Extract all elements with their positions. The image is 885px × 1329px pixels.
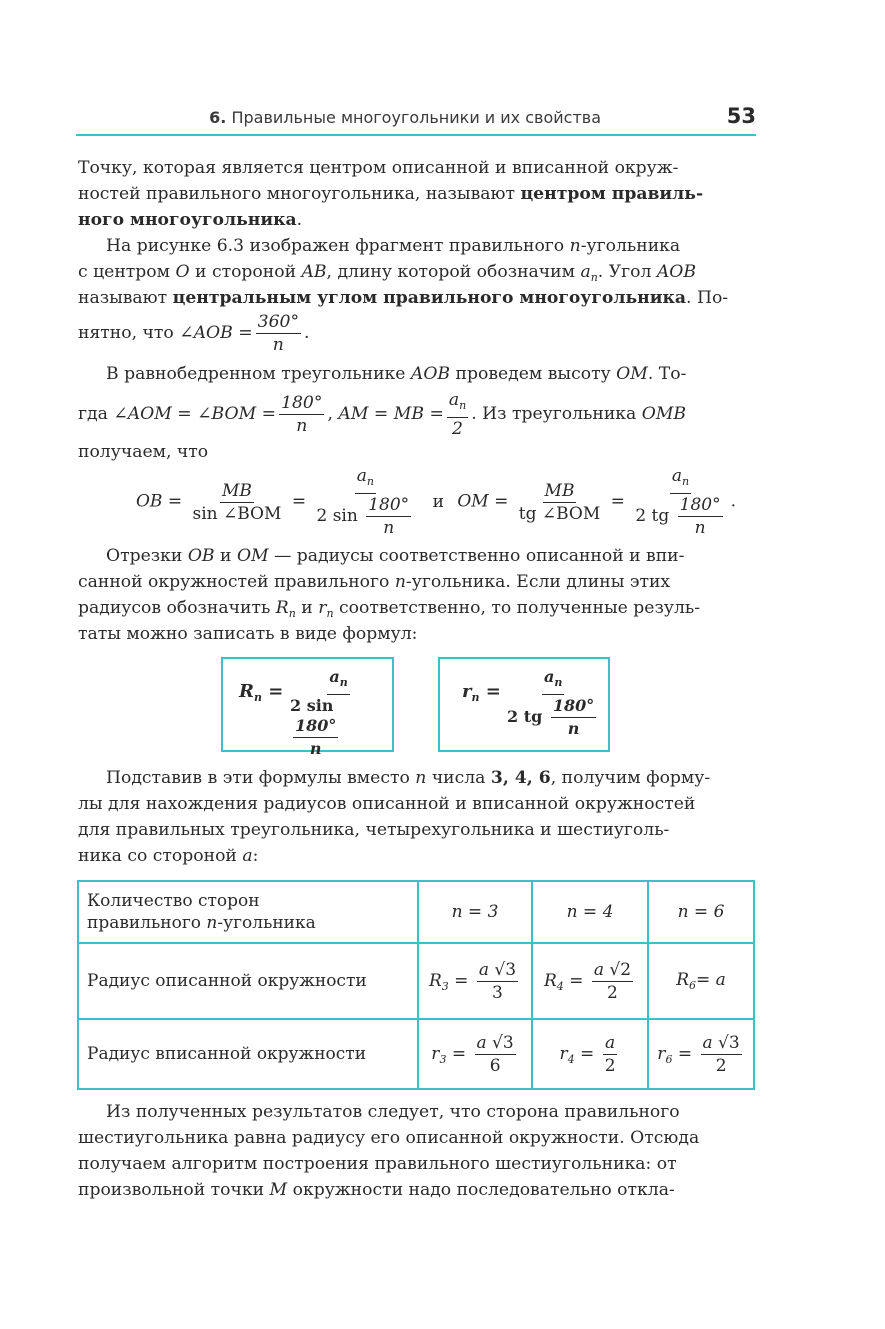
radius-table bbox=[77, 880, 755, 1090]
para5-line3: для правильных треугольника, четырехугольника и шестиуголь- bbox=[78, 820, 670, 840]
para3-line2: гда ∠AOM = ∠BOM = $\frac{180^\circ}{n}$ , AM = MB = $\frac{a_n}{2}$ . Из треугольника OMB bbox=[78, 390, 687, 439]
fraction-360-n: $\frac{360^\circ}{n}$ bbox=[257, 312, 300, 355]
fraction-an-2sin: $a_n$ 2 sin $\frac{180^\circ}{n}$ bbox=[316, 466, 410, 538]
running-header bbox=[76, 104, 756, 132]
table-header-n6: n = 6 bbox=[648, 881, 754, 943]
fraction-180-n: $\frac{180^\circ}{n}$ bbox=[281, 393, 323, 436]
para2-line4: нятно, что ∠AOB = $\frac{360^\circ}{n}$ . bbox=[78, 312, 310, 355]
fraction-an-2: $\frac{a_n}{2}$ bbox=[448, 390, 467, 439]
fraction-an-2tg: $a_n$ 2 tg $\frac{180^\circ}{n}$ bbox=[635, 466, 721, 538]
cell-R3: $R_3$ = $\frac{a √3}{3}$ bbox=[418, 943, 532, 1019]
cell-r4: $r_4$ = $\frac{a}{2}$ bbox=[532, 1019, 648, 1089]
table-row1-label: Радиус описанной окружности bbox=[78, 943, 418, 1019]
table-row bbox=[78, 943, 754, 1019]
table-header-label: Количество сторон правильного n-угольника bbox=[78, 881, 418, 943]
fraction-mb-tg: $\frac{MB}{\text{tg ∠BOM}}$ bbox=[518, 480, 601, 524]
para5-line4: ника со стороной a: bbox=[78, 846, 259, 866]
para1-line2: ностей правильного многоугольника, называют центром правиль- bbox=[78, 184, 704, 204]
para6-line4: произвольной точки M окружности надо последовательно откла- bbox=[78, 1180, 675, 1200]
para4-line4: таты можно записать в виде формул: bbox=[78, 624, 418, 644]
table-row bbox=[78, 881, 754, 943]
para1-line1: Точку, которая является центром описанной и вписанной окруж- bbox=[78, 158, 679, 178]
para2-line1: На рисунке 6.3 изображен фрагмент правильного n-угольника bbox=[106, 236, 681, 256]
page-number: 53 bbox=[726, 104, 756, 128]
para4-line1: Отрезки OB и OM — радиусы соответственно описанной и впи- bbox=[106, 546, 685, 566]
para5-line2: лы для нахождения радиусов описанной и вписанной окружностей bbox=[78, 794, 696, 814]
para3-line1: В равнобедренном треугольнике AOB проведем высоту OM. То- bbox=[106, 364, 687, 384]
para4-line2: санной окружностей правильного n-угольника. Если длины этих bbox=[78, 572, 671, 592]
para6-line2: шестиугольника равна радиусу его описанной окружности. Отсюда bbox=[78, 1128, 700, 1148]
para6-line1: Из полученных результатов следует, что сторона правильного bbox=[106, 1102, 680, 1122]
chapter-title: 6. Правильные многоугольники и их свойства bbox=[209, 108, 601, 127]
formula-box-r: $r_n$ = $a_n$ 2 tg $\frac{180^\circ}{n}$ bbox=[438, 657, 610, 752]
para3-line3: получаем, что bbox=[78, 442, 209, 462]
cell-r3: $r_3$ = $\frac{a √3}{6}$ bbox=[418, 1019, 532, 1089]
table-header-n3: n = 3 bbox=[418, 881, 532, 943]
cell-R4: $R_4$ = $\frac{a √2}{2}$ bbox=[532, 943, 648, 1019]
cell-R6: $R_6= a$ bbox=[648, 943, 754, 1019]
formula-ob-om: OB = $\frac{MB}{\text{sin ∠BOM}}$ = $a_n$ 2 sin $\frac{180^\circ}{n}$ и OM = $\frac{MB}{\text{tg ∠BOM}}$ = $a_n$ 2 tg $\frac{180^\circ}{n}$ . bbox=[136, 466, 737, 538]
para2-line2: с центром O и стороной AB, длину которой обозначим $a_n$. Угол AOB bbox=[78, 262, 697, 284]
para1-line3: ного многоугольника. bbox=[78, 210, 303, 230]
table-row2-label: Радиус вписанной окружности bbox=[78, 1019, 418, 1089]
fraction-mb-sin: $\frac{MB}{\text{sin ∠BOM}}$ bbox=[192, 480, 282, 524]
formula-box-R: $R_n$ = $a_n$ 2 sin $\frac{180^\circ}{n}$ bbox=[221, 657, 394, 752]
table-header-n4: n = 4 bbox=[532, 881, 648, 943]
para6-line3: получаем алгоритм построения правильного шестиугольника: от bbox=[78, 1154, 677, 1174]
para2-line3: называют центральным углом правильного многоугольника. По- bbox=[78, 288, 729, 308]
table-row bbox=[78, 1019, 754, 1089]
header-rule bbox=[76, 134, 756, 136]
para4-line3: радиусов обозначить $R_n$ и $r_n$ соответственно, то полученные резуль- bbox=[78, 598, 701, 620]
cell-r6: $r_6$ = $\frac{a √3}{2}$ bbox=[648, 1019, 754, 1089]
para5-line1: Подставив в эти формулы вместо n числа 3, 4, 6, получим форму- bbox=[106, 768, 711, 788]
